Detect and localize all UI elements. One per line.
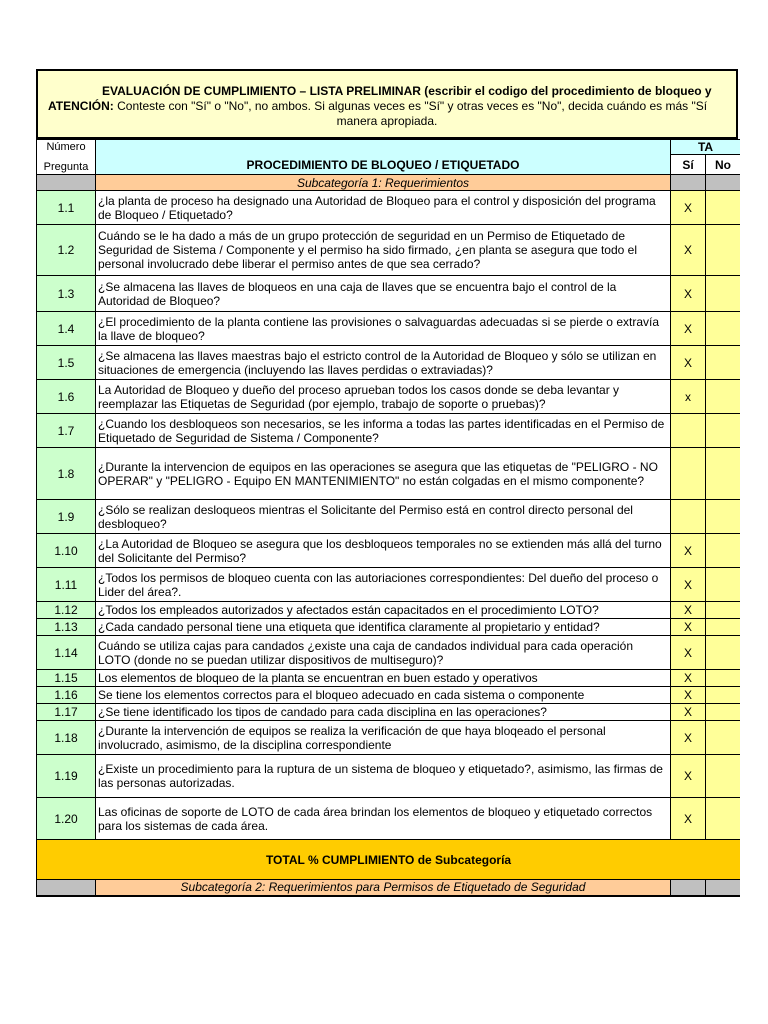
table-row — [37, 500, 741, 534]
answer-si-cell[interactable]: X — [671, 721, 706, 755]
question-number: 1.8 — [37, 448, 96, 500]
question-text: ¿Existe un procedimiento para la ruptura de un sistema de bloqueo y etiquetado?, asimismo, las firmas de las personas autorizadas. — [96, 755, 671, 798]
answer-no-cell[interactable] — [706, 346, 741, 380]
answer-no-cell[interactable] — [706, 225, 741, 276]
question-number: 1.20 — [37, 798, 96, 840]
table-row — [37, 704, 741, 721]
question-number: 1.13 — [37, 619, 96, 636]
table-row — [37, 568, 741, 602]
answer-si-cell[interactable]: X — [671, 346, 706, 380]
total-row — [37, 840, 741, 880]
question-text: ¿Todos los empleados autorizados y afectados están capacitados en el procedimiento LOTO? — [96, 602, 671, 619]
table-row — [37, 380, 741, 414]
question-number: 1.16 — [37, 687, 96, 704]
subcategory-spacer — [706, 880, 741, 896]
subcategory-2-row — [37, 880, 741, 896]
subcategory-spacer — [37, 880, 96, 896]
table-row — [37, 414, 741, 448]
column-number-line2: Pregunta — [43, 161, 89, 173]
question-number: 1.9 — [37, 500, 96, 534]
answer-no-cell[interactable] — [706, 380, 741, 414]
question-number: 1.10 — [37, 534, 96, 568]
answer-si-cell[interactable]: X — [671, 755, 706, 798]
question-number: 1.1 — [37, 191, 96, 225]
table-row — [37, 346, 741, 380]
table-row — [37, 619, 741, 636]
ta-header: TA — [671, 140, 741, 155]
answer-si-cell[interactable] — [671, 414, 706, 448]
answer-si-cell[interactable]: X — [671, 798, 706, 840]
question-number: 1.3 — [37, 276, 96, 312]
question-number: 1.15 — [37, 670, 96, 687]
question-text: Cuándo se le ha dado a más de un grupo protección de seguridad en un Permiso de Etiquetado de Seguridad de Sistema / Componente y el permiso ha sido firmado, ¿en planta se asegura que todo el personal involucrado debe liberar el permiso antes de que sea cerrado? — [96, 225, 671, 276]
no-header: No — [706, 155, 741, 175]
question-text: ¿Durante la intervencion de equipos en las operaciones se asegura que las etiquetas de "PELIGRO - NO OPERAR" y "PELIGRO - Equipo EN MANTENIMIENTO" no están colgadas en el mismo componente? — [96, 448, 671, 500]
answer-no-cell[interactable] — [706, 704, 741, 721]
question-number: 1.17 — [37, 704, 96, 721]
subcategory-spacer — [37, 175, 96, 191]
attention-line-end: manera apropiada. — [336, 114, 438, 128]
answer-no-cell[interactable] — [706, 798, 741, 840]
answer-no-cell[interactable] — [706, 500, 741, 534]
evaluation-title: EVALUACIÓN DE CUMPLIMIENTO – LISTA PRELIMINAR (escribir el codigo del procedimiento de bloqueo y — [102, 84, 712, 98]
spreadsheet — [36, 69, 740, 930]
subcategory-spacer — [671, 175, 706, 191]
table-row — [37, 721, 741, 755]
answer-no-cell[interactable] — [706, 619, 741, 636]
answer-no-cell[interactable] — [706, 687, 741, 704]
subcategory-1-label: Subcategoría 1: Requerimientos — [96, 175, 671, 191]
question-number: 1.12 — [37, 602, 96, 619]
question-text: ¿Se almacena las llaves de bloqueos en una caja de llaves que se encuentra bajo el control de la Autoridad de Bloqueo? — [96, 276, 671, 312]
question-number: 1.7 — [37, 414, 96, 448]
answer-si-cell[interactable]: X — [671, 704, 706, 721]
answer-no-cell[interactable] — [706, 568, 741, 602]
question-number: 1.6 — [37, 380, 96, 414]
procedure-title: PROCEDIMIENTO DE BLOQUEO / ETIQUETADO — [96, 140, 671, 175]
answer-no-cell[interactable] — [706, 755, 741, 798]
question-number: 1.19 — [37, 755, 96, 798]
answer-si-cell[interactable]: X — [671, 619, 706, 636]
subcategory-spacer — [706, 175, 741, 191]
answer-si-cell[interactable]: X — [671, 636, 706, 670]
question-text: ¿Cuando los desbloqueos son necesarios, se les informa a todas las partes identificadas en el Permiso de Etiquetado de Seguridad de Sistema / Componente? — [96, 414, 671, 448]
question-text: Los elementos de bloqueo de la planta se encuentran en buen estado y operativos — [96, 670, 671, 687]
subcategory-spacer — [671, 880, 706, 896]
question-text: ¿Sólo se realizan desloqueos mientras el Solicitante del Permiso está en control directo personal del desbloqueo? — [96, 500, 671, 534]
instructions-header — [36, 69, 738, 139]
attention-line — [48, 99, 707, 113]
table-row — [37, 191, 741, 225]
total-compliance-label: TOTAL % CUMPLIMIENTO de Subcategoría — [37, 840, 741, 880]
answer-no-cell[interactable] — [706, 312, 741, 346]
answer-no-cell[interactable] — [706, 721, 741, 755]
table-row — [37, 636, 741, 670]
answer-no-cell[interactable] — [706, 534, 741, 568]
answer-no-cell[interactable] — [706, 448, 741, 500]
answer-si-cell[interactable] — [671, 500, 706, 534]
table-row — [37, 534, 741, 568]
question-text: ¿Todos los permisos de bloqueo cuenta con las autoriaciones correspondientes: Del dueño del proceso o Lider del área?. — [96, 568, 671, 602]
question-number: 1.11 — [37, 568, 96, 602]
question-text: Se tiene los elementos correctos para el bloqueo adecuado en cada sistema o componente — [96, 687, 671, 704]
answer-si-cell[interactable]: X — [671, 687, 706, 704]
answer-no-cell[interactable] — [706, 636, 741, 670]
table-row — [37, 312, 741, 346]
question-text: ¿El procedimiento de la planta contiene las provisiones o salvaguardas adecuadas si se pierde o extravía la llave de bloqueo? — [96, 312, 671, 346]
answer-si-cell[interactable]: X — [671, 568, 706, 602]
question-number: 1.2 — [37, 225, 96, 276]
question-number: 1.14 — [37, 636, 96, 670]
question-text: ¿Cada candado personal tiene una etiqueta que identifica claramente al propietario y entidad? — [96, 619, 671, 636]
question-number: 1.4 — [37, 312, 96, 346]
table-row — [37, 225, 741, 276]
table-row — [37, 755, 741, 798]
si-header: Sí — [671, 155, 706, 175]
question-text: ¿Durante la intervención de equipos se realiza la verificación de que haya bloqeado el personal involucrado, asimismo, de la disciplina correspondiente — [96, 721, 671, 755]
attention-label: ATENCIÓN: — [48, 99, 114, 113]
answer-si-cell[interactable]: X — [671, 534, 706, 568]
answer-si-cell[interactable]: X — [671, 602, 706, 619]
answer-si-cell[interactable]: X — [671, 670, 706, 687]
table-row — [37, 687, 741, 704]
question-text: ¿Se almacena las llaves maestras bajo el estricto control de la Autoridad de Bloqueo y sólo se utilizan en situaciones de emergencia (incluyendo las llaves perdidas o extraviadas)? — [96, 346, 671, 380]
answer-si-cell[interactable]: X — [671, 312, 706, 346]
subcategory-2-label: Subcategoría 2: Requerimientos para Permisos de Etiquetado de Seguridad — [96, 880, 671, 896]
answer-no-cell[interactable] — [706, 602, 741, 619]
table-row — [37, 602, 741, 619]
answer-no-cell[interactable] — [706, 191, 741, 225]
column-number-line1: Número — [46, 141, 86, 153]
column-number-header — [37, 140, 96, 175]
question-number: 1.18 — [37, 721, 96, 755]
table-row — [37, 798, 741, 840]
attention-text: Conteste con "Sí" o "No", no ambos. Si algunas veces es "Sí" y otras veces es "No", decida cuándo es más "Sí — [113, 99, 708, 113]
answer-si-cell[interactable]: X — [671, 191, 706, 225]
question-number: 1.5 — [37, 346, 96, 380]
checklist-table — [36, 139, 740, 897]
question-text: Cuándo se utiliza cajas para candados ¿existe una caja de candados individual para cada operación LOTO (donde no se puedan utilizar dispositivos de multiseguro)? — [96, 636, 671, 670]
question-text: La Autoridad de Bloqueo y dueño del proceso aprueban todos los casos donde se deba levantar y reemplazar las Etiquetas de Seguridad (por ejemplo, trabajo de soporte o pruebas)? — [96, 380, 671, 414]
question-text: ¿la planta de proceso ha designado una Autoridad de Bloqueo para el control y disposición del programa de Bloqueo / Etiquetado? — [96, 191, 671, 225]
table-row — [37, 670, 741, 687]
answer-si-cell[interactable]: X — [671, 276, 706, 312]
answer-no-cell[interactable] — [706, 670, 741, 687]
answer-no-cell[interactable] — [706, 276, 741, 312]
answer-si-cell[interactable]: x — [671, 380, 706, 414]
table-row — [37, 276, 741, 312]
question-text: ¿Se tiene identificado los tipos de candado para cada disciplina en las operaciones? — [96, 704, 671, 721]
question-text: Las oficinas de soporte de LOTO de cada área brindan los elementos de bloqueo y etiquetado correctos para los sistemas de cada área. — [96, 798, 671, 840]
table-row — [37, 448, 741, 500]
answer-si-cell[interactable]: X — [671, 225, 706, 276]
answer-no-cell[interactable] — [706, 414, 741, 448]
answer-si-cell[interactable] — [671, 448, 706, 500]
question-text: ¿La Autoridad de Bloqueo se asegura que los desbloqueos temporales no se extienden más allá del turno del Solicitante del Permiso? — [96, 534, 671, 568]
